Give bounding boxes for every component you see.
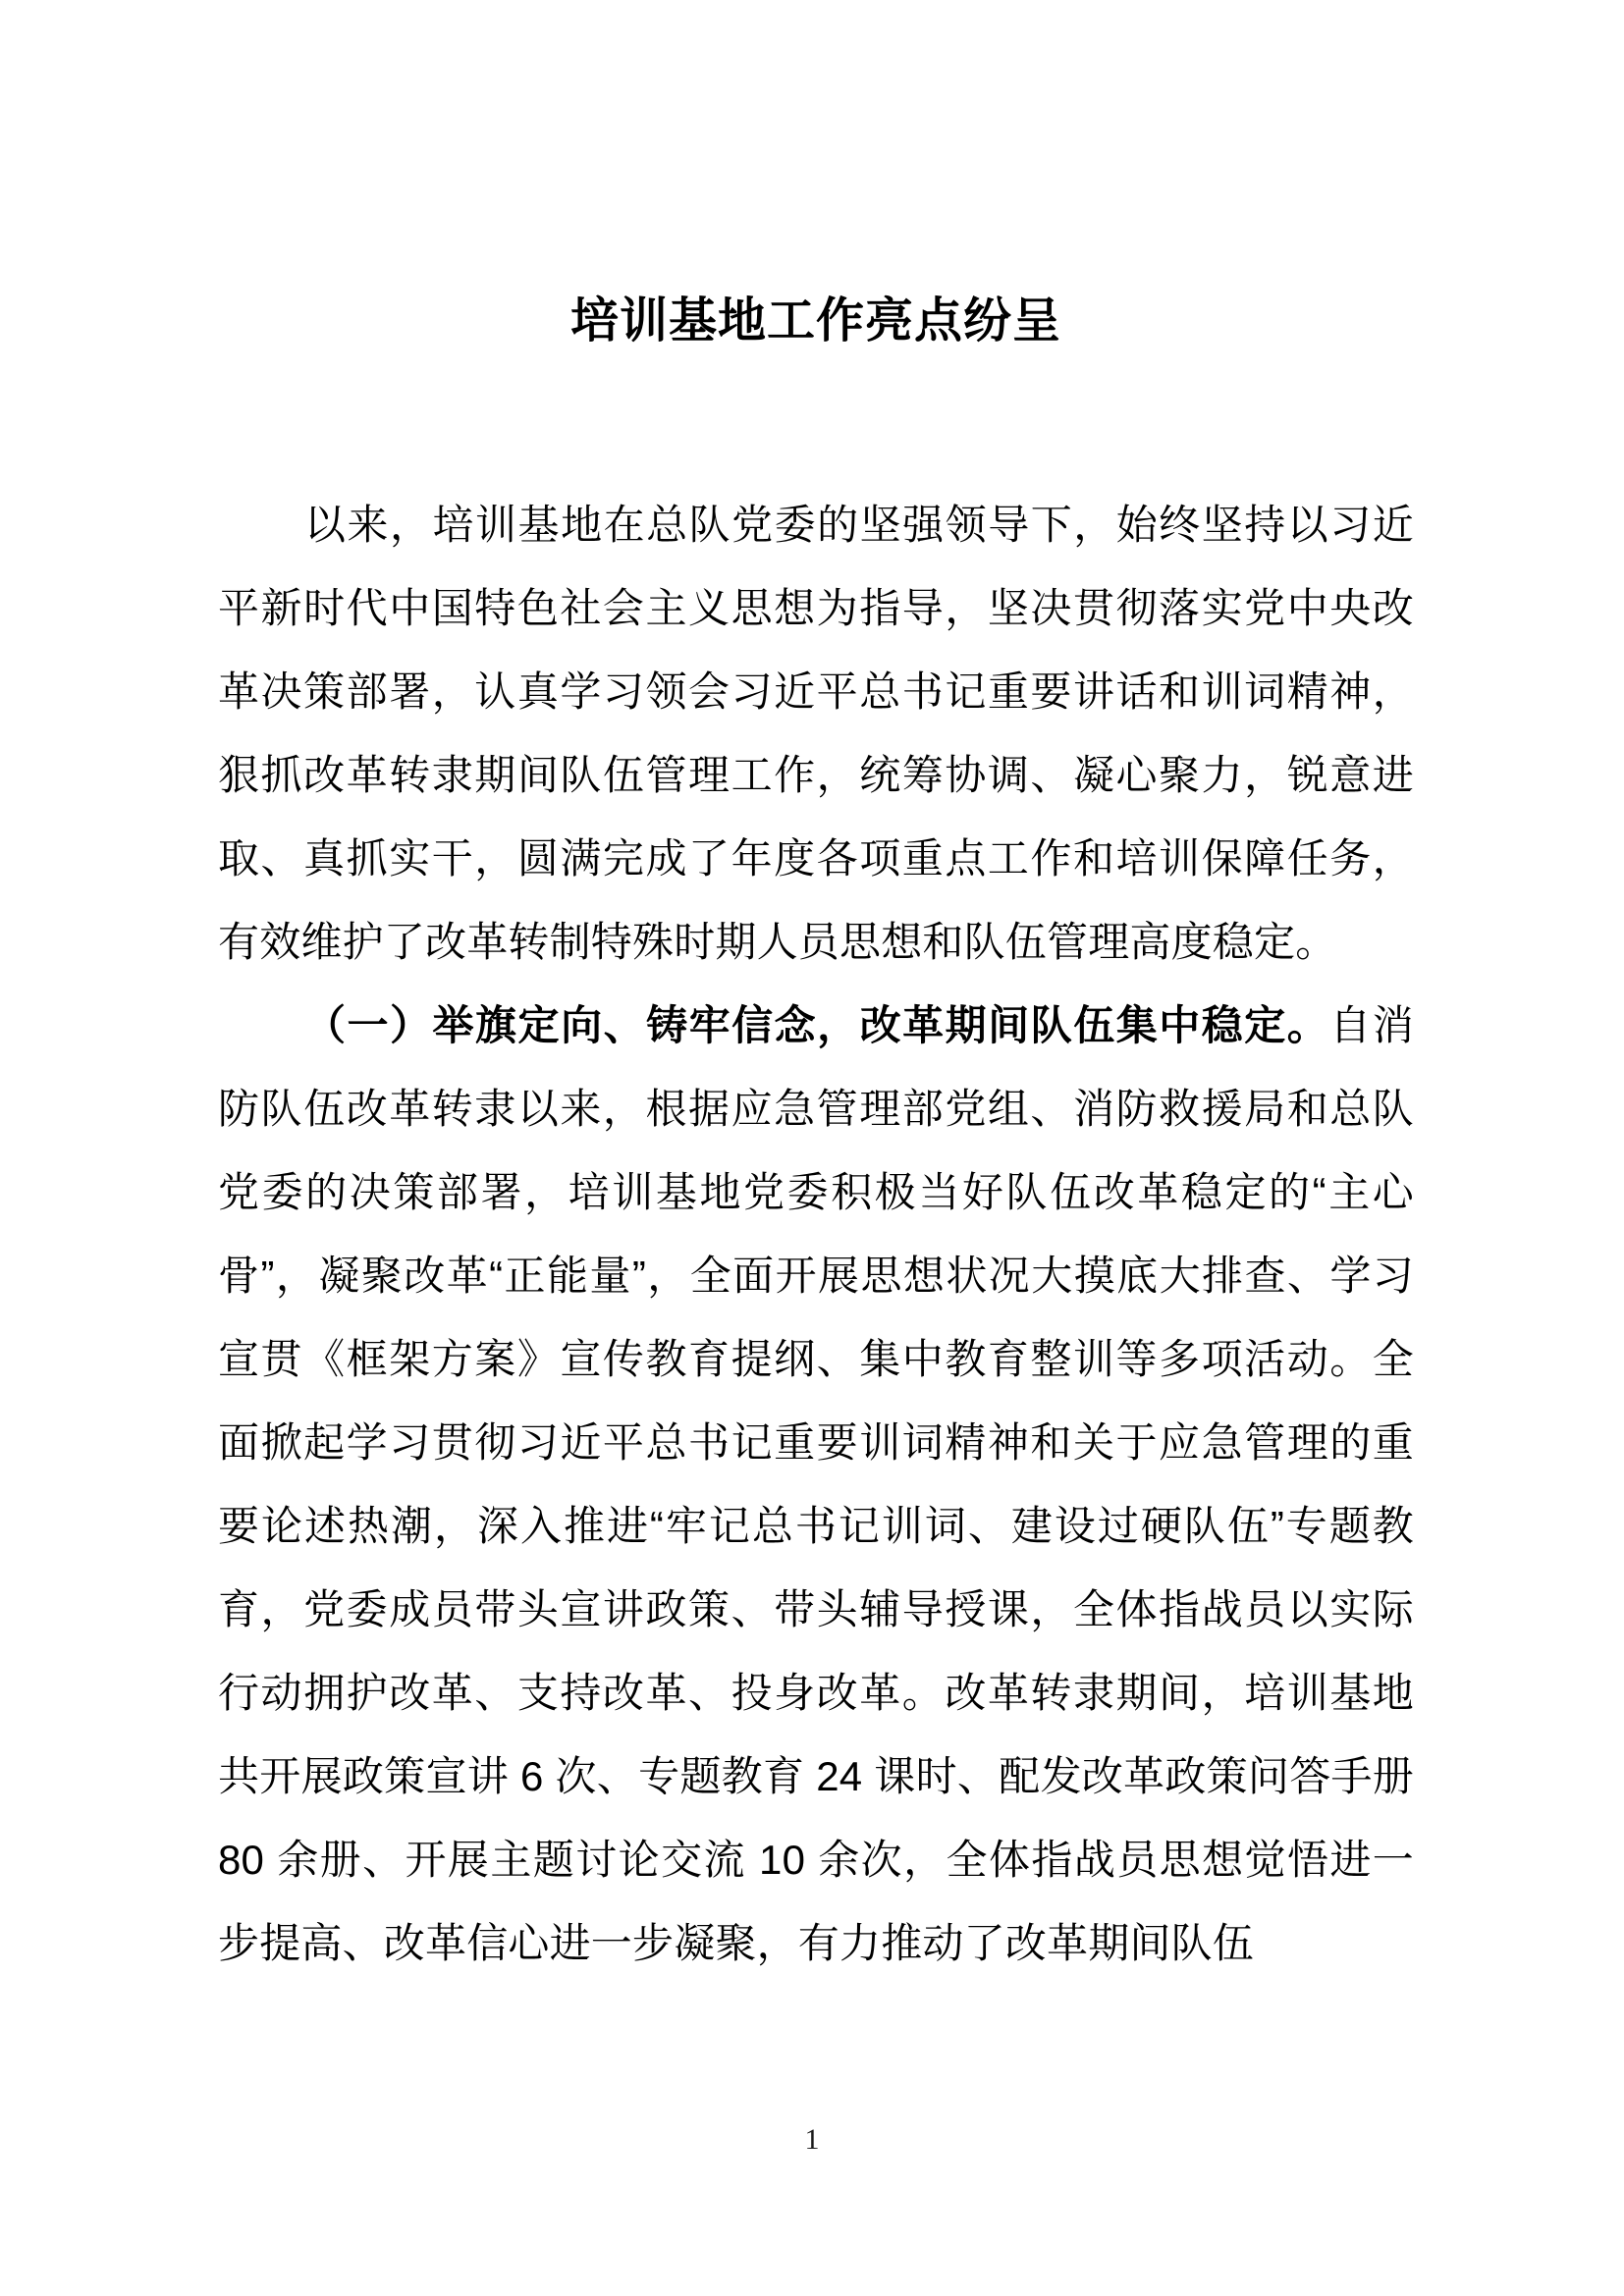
section-heading-one: （一）举旗定向、铸牢信念，改革期间队伍集中稳定。 bbox=[304, 1002, 1330, 1048]
document-body bbox=[218, 483, 1414, 1985]
page-number: 1 bbox=[804, 2123, 820, 2156]
paragraph-intro: 以来，培训基地在总队党委的坚强领导下，始终坚持以习近平新时代中国特色社会主义思想为指导，坚决贯彻落实党中央改革决策部署，认真学习领会习近平总书记重要讲话和训词精神，狠抓改革转隶期间队伍管理工作，统筹协调、凝心聚力，锐意进取、真抓实干，圆满完成了年度各项重点工作和培训保障任务，有效维护了改革转制特殊时期人员思想和队伍管理高度稳定。 bbox=[218, 502, 1414, 965]
section-body-one: 自消防队伍改革转隶以来，根据应急管理部党组、消防救援局和总队党委的决策部署，培训基地党委积极当好队伍改革稳定的“主心骨”，凝聚改革“正能量”，全面开展思想状况大摸底大排查、学习宣贯《框架方案》宣传教育提纲、集中教育整训等多项活动。全面掀起学习贯彻习近平总书记重要训词精神和关于应急管理的重要论述热潮，深入推进“牢记总书记训词、建设过硬队伍”专题教育，党委成员带头宣讲政策、带头辅导授课，全体指战员以实际行动拥护改革、支持改革、投身改革。改革转隶期间，培训基地共开展政策宣讲 6 次、专题教育 24 课时、配发改革政策问答手册 80 余册、开展主题讨论交流 10 余次，全体指战员思想觉悟进一步提高、改革信心进一步凝聚，有力推动了改革期间队伍 bbox=[218, 1002, 1414, 1966]
page-title: 培训基地工作亮点纷呈 bbox=[569, 294, 1061, 347]
paragraph-section-one bbox=[218, 984, 1414, 1985]
